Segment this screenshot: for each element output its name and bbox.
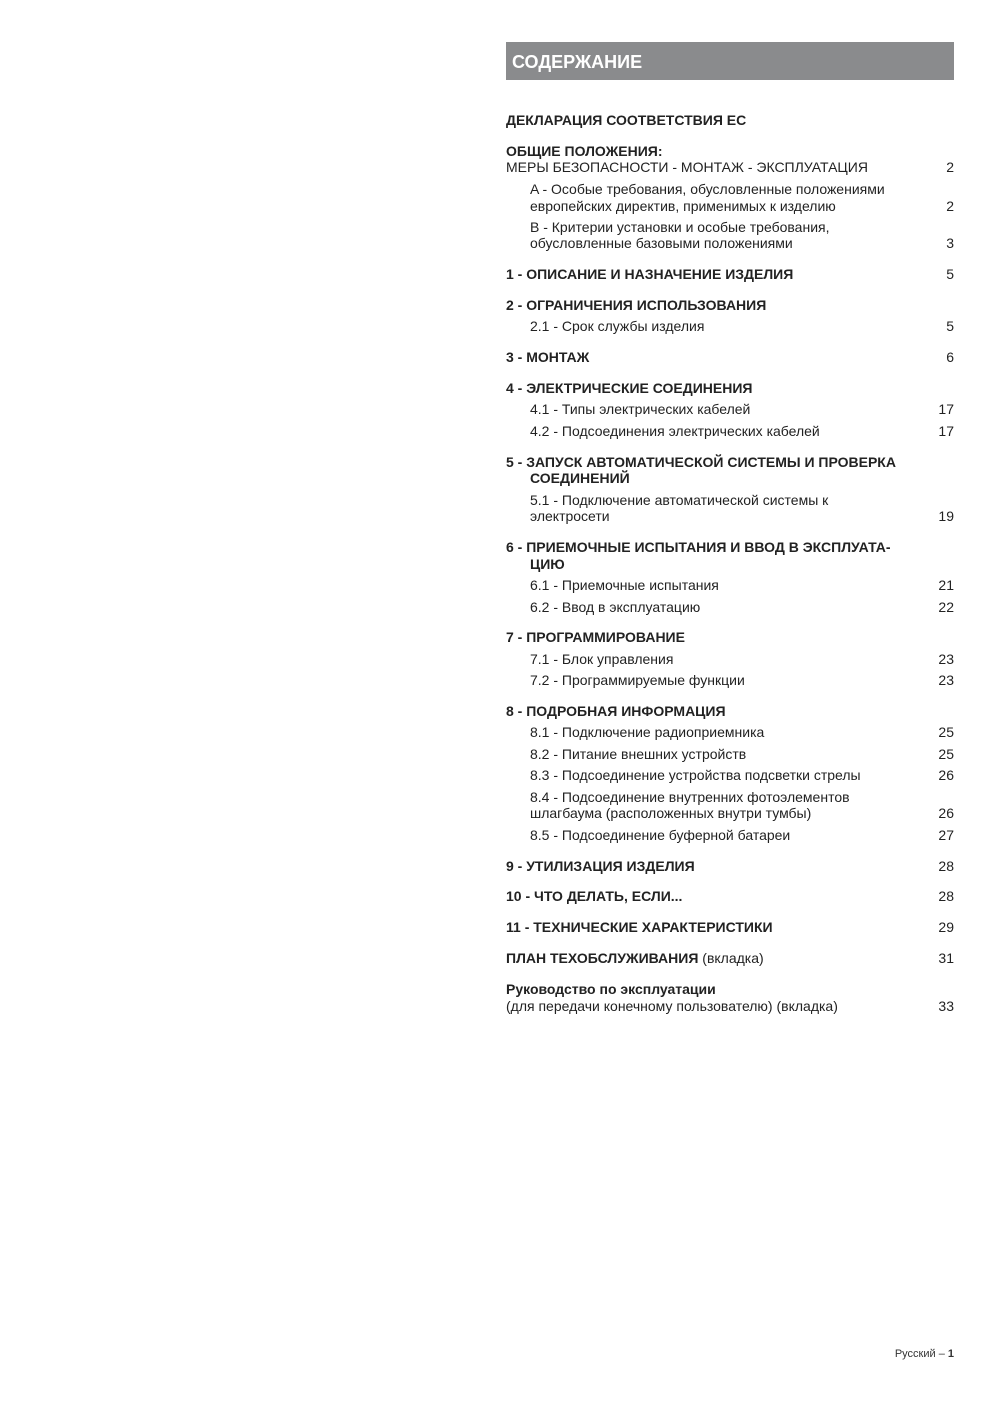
toc-item-8-1[interactable]: 8.1 - Подключение радиоприемника [530,724,765,740]
footer-page-number: 1 [947,1348,954,1360]
toc-section-2[interactable]: 2 - ОГРАНИЧЕНИЯ ИСПОЛЬЗОВАНИЯ [506,297,767,313]
toc-page-number: 23 [938,651,954,667]
toc-item-2-1[interactable]: 2.1 - Срок службы изделия [530,318,705,334]
toc-item-7-1[interactable]: 7.1 - Блок управления [530,651,674,667]
toc-item-7-2[interactable]: 7.2 - Программируемые функции [530,672,745,688]
toc-item-5-1-line1[interactable]: 5.1 - Подключение автоматической системы к [530,492,829,508]
toc-page-number: 33 [938,998,954,1014]
toc-item-b-line1[interactable]: B - Критерии установки и особые требования, [530,219,830,235]
toc-page-number: 26 [938,767,954,783]
toc-section-10[interactable]: 10 - ЧТО ДЕЛАТЬ, ЕСЛИ... [506,888,683,904]
toc-item-8-4-line1[interactable]: 8.4 - Подсоединение внутренних фотоэлементов [530,789,850,805]
toc-page-number: 25 [938,746,954,762]
toc-item-b-line2[interactable]: обусловленные базовыми положениями [530,235,793,251]
toc-page-number: 2 [946,159,954,175]
toc-item-8-4-line2[interactable]: шлагбаума (расположенных внутри тумбы) [530,805,812,821]
toc-page-number: 28 [938,858,954,874]
toc-page-number: 23 [938,672,954,688]
toc-page-number: 5 [946,266,954,282]
toc-maintenance-note: (вкладка) [698,950,764,966]
toc-page-number: 17 [938,423,954,439]
footer-language: Русский – [894,1348,948,1360]
toc-section-1[interactable]: 1 - ОПИСАНИЕ И НАЗНАЧЕНИЕ ИЗДЕЛИЯ [506,266,794,282]
toc-page-number: 5 [946,318,954,334]
toc-page-number: 27 [938,827,954,843]
toc-section-5-line1[interactable]: 5 - ЗАПУСК АВТОМАТИЧЕСКОЙ СИСТЕМЫ И ПРОВЕРКА [506,454,896,470]
toc-section-5-line2[interactable]: СОЕДИНЕНИЙ [530,470,630,486]
toc-manual-subtitle[interactable]: (для передачи конечному пользователю) (вкладка) [506,998,838,1014]
toc-page-number: 26 [938,805,954,821]
toc-page-number: 2 [946,198,954,214]
toc-general-title[interactable]: ОБЩИЕ ПОЛОЖЕНИЯ: [506,143,663,159]
toc-section-8[interactable]: 8 - ПОДРОБНАЯ ИНФОРМАЦИЯ [506,703,726,719]
toc-page-number: 29 [938,919,954,935]
toc-item-6-2[interactable]: 6.2 - Ввод в эксплуатацию [530,599,701,615]
toc-section-11[interactable]: 11 - ТЕХНИЧЕСКИЕ ХАРАКТЕРИСТИКИ [506,919,773,935]
toc-item-a-line1[interactable]: A - Особые требования, обусловленные положениями [530,181,885,197]
toc-item-8-2[interactable]: 8.2 - Питание внешних устройств [530,746,747,762]
toc-section-7[interactable]: 7 - ПРОГРАММИРОВАНИЕ [506,629,685,645]
toc-page-number: 21 [938,577,954,593]
toc-general-subtitle[interactable]: МЕРЫ БЕЗОПАСНОСТИ - МОНТАЖ - ЭКСПЛУАТАЦИЯ [506,159,868,175]
toc-item-8-5[interactable]: 8.5 - Подсоединение буферной батареи [530,827,791,843]
toc-item-5-1-line2[interactable]: электросети [530,508,610,524]
toc-section-6-line2[interactable]: ЦИЮ [530,556,565,572]
page-footer [895,1348,954,1361]
toc-section-4[interactable]: 4 - ЭЛЕКТРИЧЕСКИЕ СОЕДИНЕНИЯ [506,380,753,396]
toc-page-number: 22 [938,599,954,615]
toc-section-6-line1[interactable]: 6 - ПРИЕМОЧНЫЕ ИСПЫТАНИЯ И ВВОД В ЭКСПЛУАТА- [506,539,891,555]
toc-item-6-1[interactable]: 6.1 - Приемочные испытания [530,577,719,593]
toc-declaration[interactable]: ДЕКЛАРАЦИЯ СООТВЕТСТВИЯ ЕС [506,112,747,128]
toc-page-number: 19 [938,508,954,524]
toc-maintenance[interactable] [506,950,764,967]
toc-section-9[interactable]: 9 - УТИЛИЗАЦИЯ ИЗДЕЛИЯ [506,858,695,874]
toc-page-number: 31 [938,950,954,966]
toc-page-number: 6 [946,349,954,365]
contents-header [506,42,954,80]
toc-section-3[interactable]: 3 - МОНТАЖ [506,349,590,365]
toc-item-4-1[interactable]: 4.1 - Типы электрических кабелей [530,401,751,417]
toc-manual-title[interactable]: Руководство по эксплуатации [506,981,716,997]
contents-title: СОДЕРЖАНИЕ [512,52,643,72]
toc-page-number: 28 [938,888,954,904]
toc-page-number: 25 [938,724,954,740]
toc-maintenance-title: ПЛАН ТЕХОБСЛУЖИВАНИЯ [506,950,699,966]
toc-item-a-line2[interactable]: европейских директив, применимых к изделию [530,198,836,214]
toc-page-number: 17 [938,401,954,417]
toc-item-8-3[interactable]: 8.3 - Подсоединение устройства подсветки стрелы [530,767,861,783]
toc-page-number: 3 [946,235,954,251]
toc-item-4-2[interactable]: 4.2 - Подсоединения электрических кабелей [530,423,820,439]
